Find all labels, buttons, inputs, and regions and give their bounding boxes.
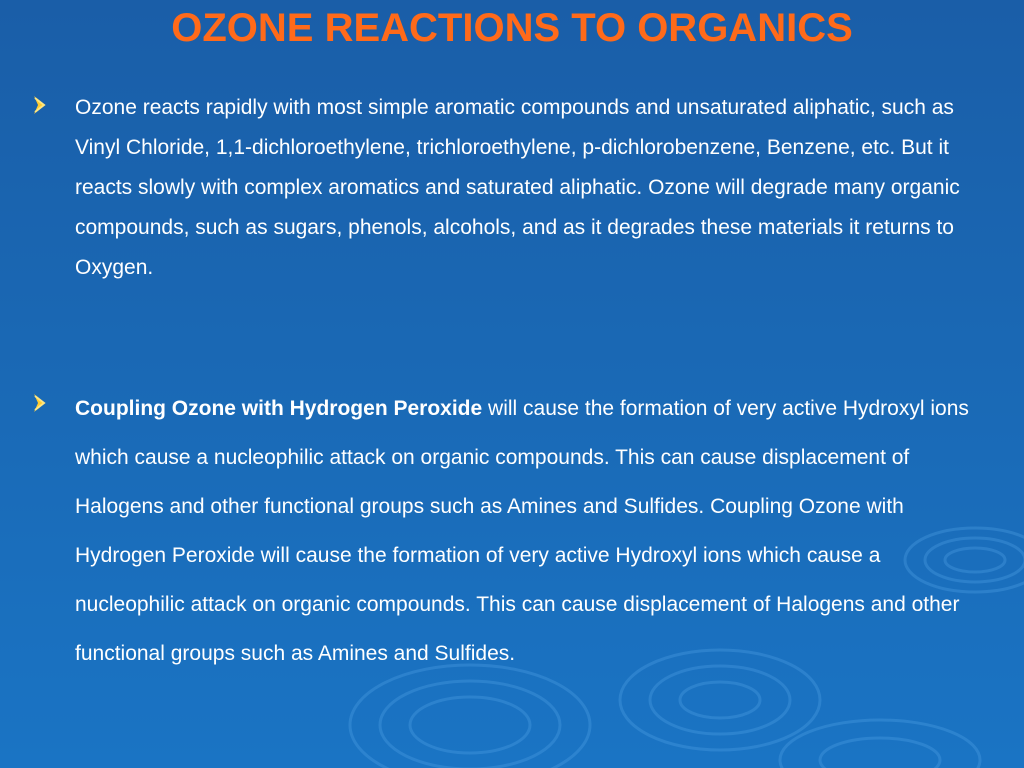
bullet-lead: Coupling Ozone with Hydrogen Peroxide — [75, 397, 483, 420]
arrow-bullet-icon — [30, 390, 56, 416]
bullet-body: will cause the formation of very active Hydroxyl ions which cause a nucleophilic attack on organic compounds. This can cause displacement of Halogens and other functional groups such as Amines and Sulfides. Coupling Ozone with Hydrogen Peroxide will cause the formation of very active Hydroxyl ions which cause a nucleophilic attack on organic compounds. This can cause displacement of Halogens and other functional groups such as Amines and Sulfides. — [75, 397, 969, 665]
bullet-text — [75, 88, 985, 288]
arrow-bullet-icon — [30, 92, 56, 118]
bullet-body: Ozone reacts rapidly with most simple aromatic compounds and unsaturated aliphatic, such as Vinyl Chloride, 1,1-dichloroethylene, trichloroethylene, p-dichlorobenzene, Benzene, etc. But it reacts slowly with complex aromatics and saturated aliphatic. Ozone will degrade many organic compounds, such as sugars, phenols, alcohols, and as it degrades these materials it returns to Oxygen. — [75, 96, 960, 279]
slide-title: OZONE REACTIONS TO ORGANICS — [171, 6, 853, 50]
bullet-text — [75, 384, 985, 678]
